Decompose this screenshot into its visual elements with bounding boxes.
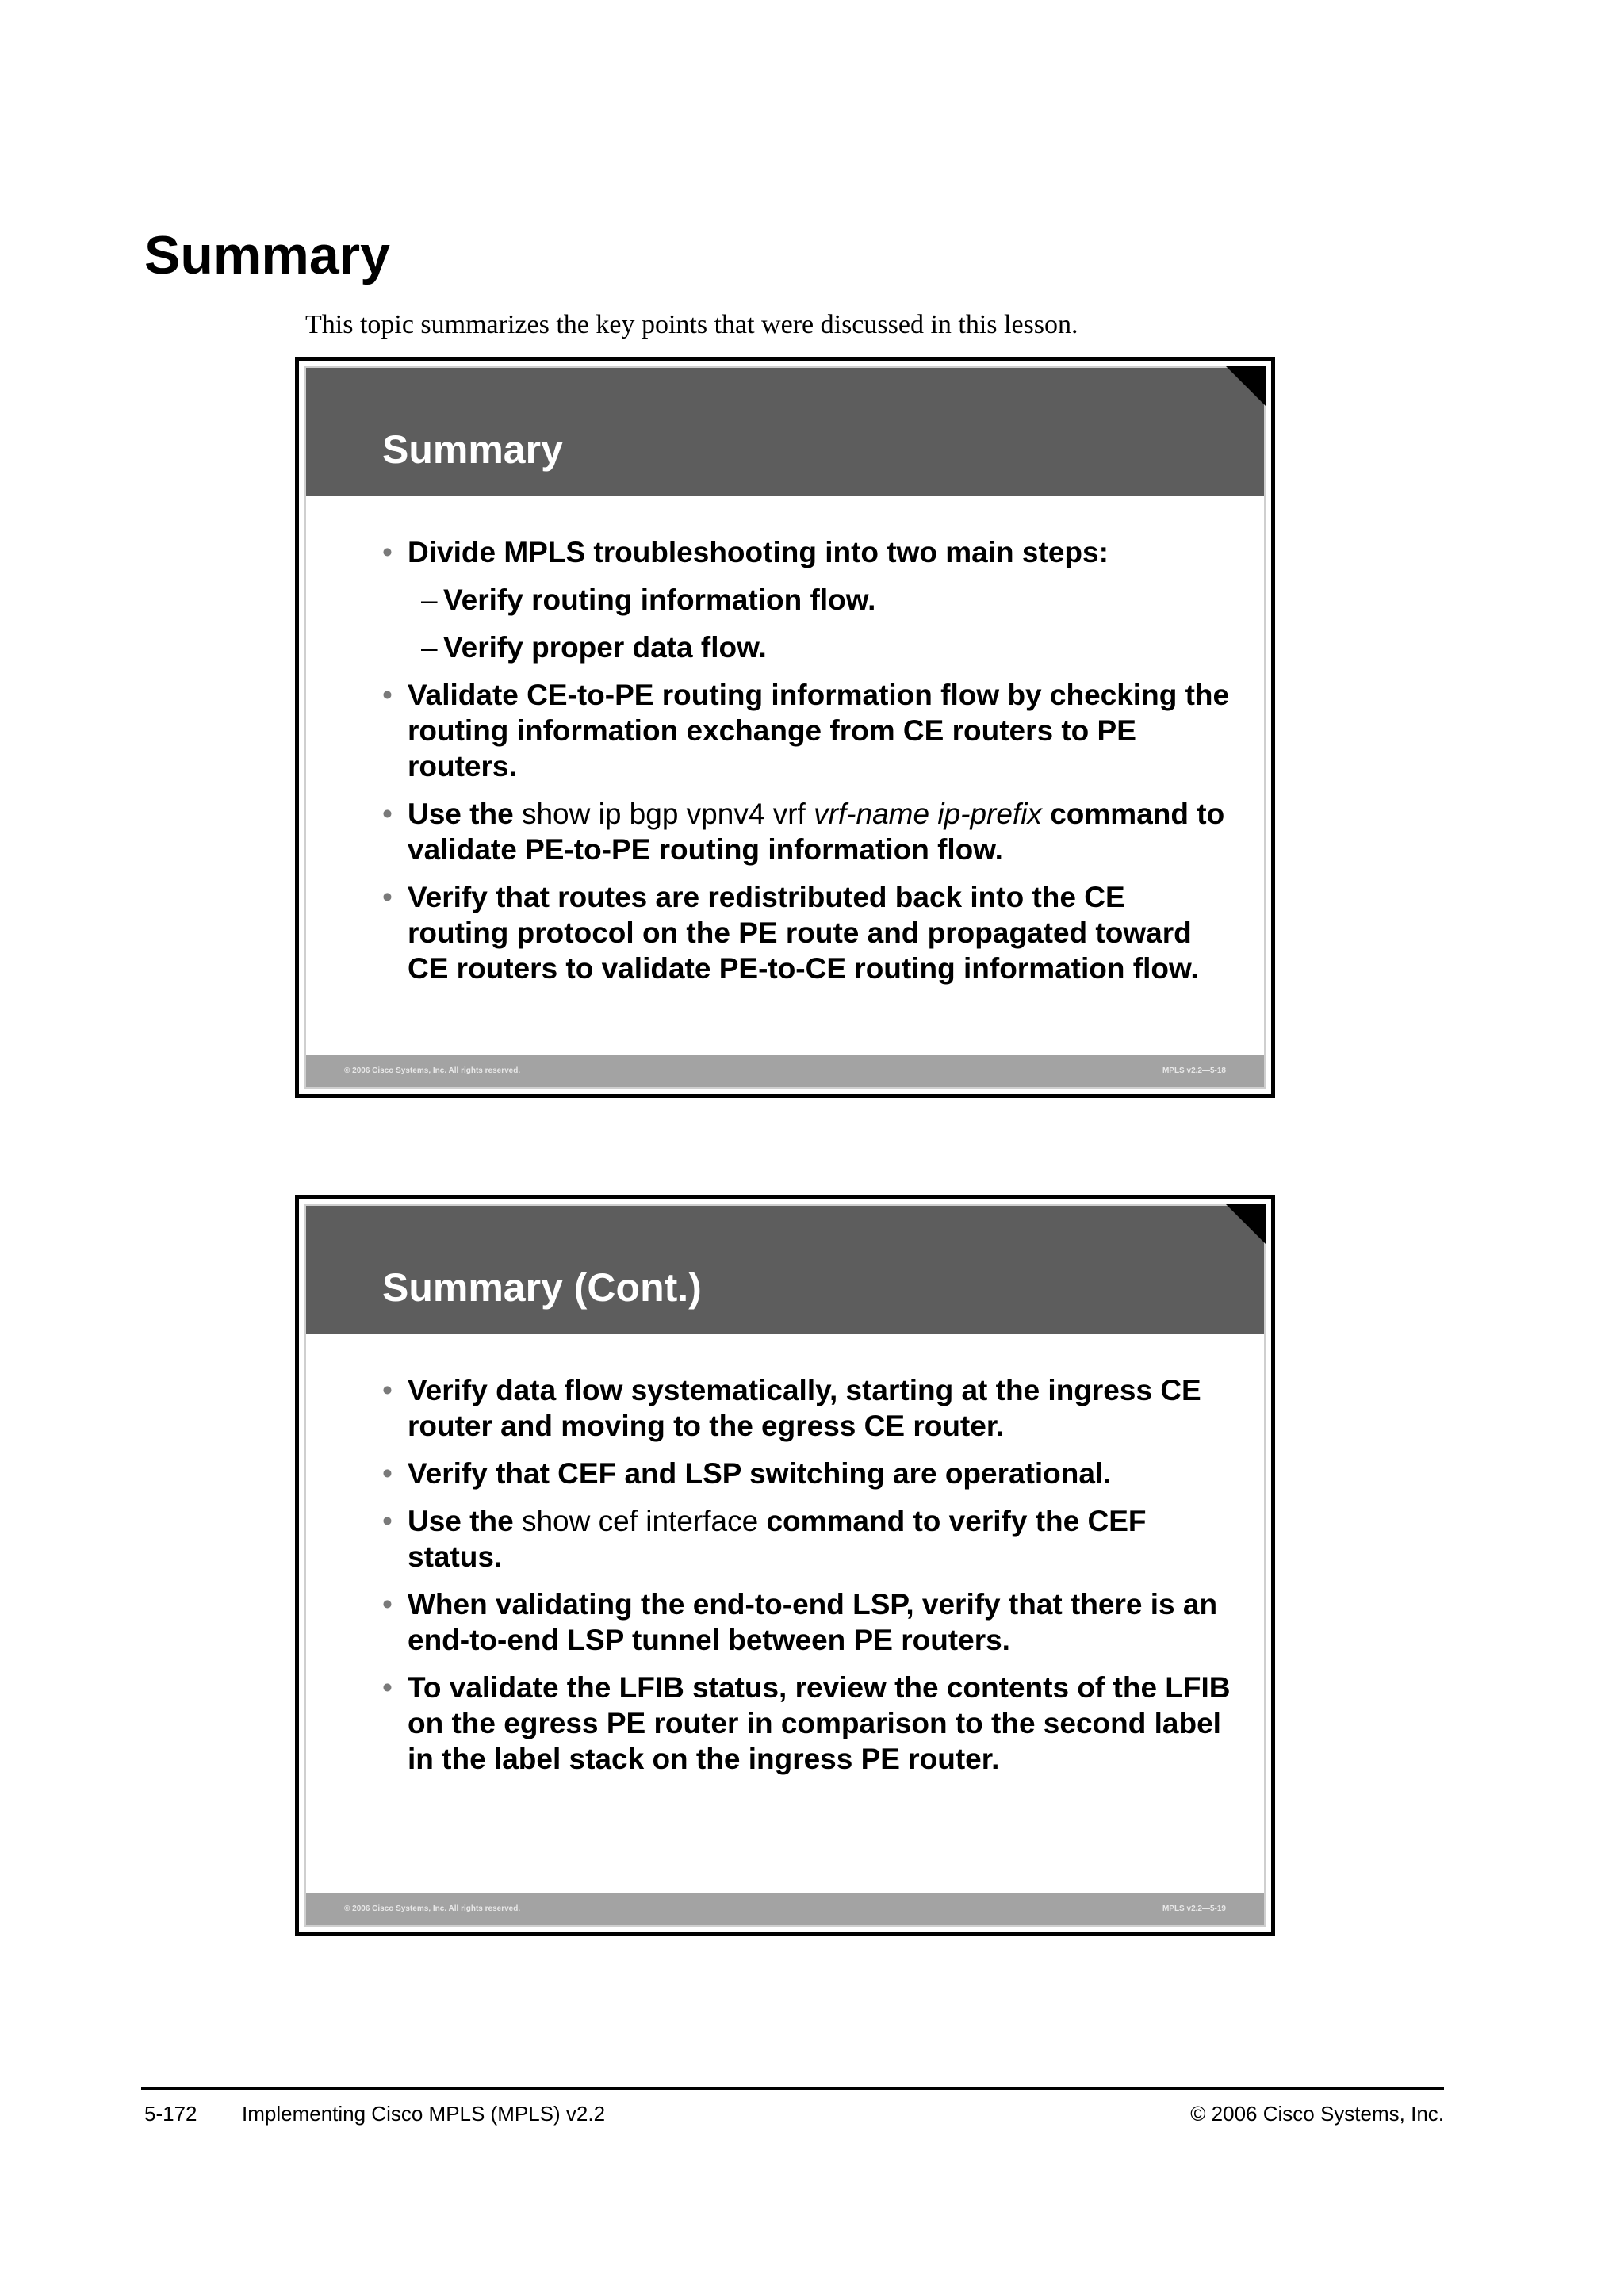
command-text: show cef interface — [521, 1505, 759, 1537]
footer-rule — [141, 2087, 1444, 2090]
corner-mark — [1226, 366, 1266, 406]
slide-copyright: © 2006 Cisco Systems, Inc. All rights reserved. — [344, 1066, 521, 1075]
slide-number: MPLS v2.2—5-19 — [1162, 1904, 1226, 1913]
page-number: 5-172 — [144, 2102, 197, 2126]
intro-text: This topic summarizes the key points that were discussed in this lesson. — [305, 310, 1078, 339]
slide-title: Summary (Cont.) — [382, 1265, 702, 1310]
page-title: Summary — [144, 225, 390, 285]
bullet-list — [382, 534, 1232, 998]
slide-header — [306, 368, 1264, 496]
bullet-item: • Validate CE-to-PE routing information flow by checking the routing information exchange from CE routers to PE routers. — [382, 677, 1232, 784]
sub-bullet-item: – Verify routing information flow. — [382, 582, 1232, 618]
bullet-item — [382, 796, 1232, 867]
bullet-item: • Divide MPLS troubleshooting into two main steps: — [382, 534, 1232, 570]
slide-header — [306, 1206, 1264, 1334]
sub-bullet-item: – Verify proper data flow. — [382, 629, 1232, 665]
bullet-item: • When validating the end-to-end LSP, verify that there is an end-to-end LSP tunnel between PE routers. — [382, 1586, 1232, 1658]
bullet-text: command to verify the CEF status. — [408, 1505, 1147, 1573]
slide-copyright: © 2006 Cisco Systems, Inc. All rights reserved. — [344, 1904, 521, 1913]
slide-footer — [306, 1055, 1264, 1087]
bullet-text: Use the — [408, 1505, 514, 1537]
slide-number: MPLS v2.2—5-18 — [1162, 1066, 1226, 1075]
command-args: vrf-name ip-prefix — [814, 798, 1042, 830]
book-title: Implementing Cisco MPLS (MPLS) v2.2 — [242, 2102, 606, 2126]
slide-frame — [304, 366, 1266, 1089]
command-text: show ip bgp vpnv4 vrf — [521, 798, 806, 830]
corner-mark — [1226, 1204, 1266, 1244]
slide-frame — [304, 1204, 1266, 1927]
bullet-item: • Verify that CEF and LSP switching are operational. — [382, 1456, 1232, 1491]
page-copyright: © 2006 Cisco Systems, Inc. — [1190, 2102, 1444, 2126]
slide-summary-cont — [295, 1195, 1275, 1936]
slide-title: Summary — [382, 427, 563, 472]
slide-footer — [306, 1893, 1264, 1925]
bullet-item: • To validate the LFIB status, review the contents of the LFIB on the egress PE router in comparison to the second label in the label stack on the ingress PE router. — [382, 1670, 1232, 1777]
bullet-item: • Verify that routes are redistributed back into the CE routing protocol on the PE route and propagated toward CE routers to validate PE-to-CE routing information flow. — [382, 879, 1232, 986]
bullet-list — [382, 1372, 1232, 1789]
bullet-text: command to validate PE-to-PE routing information flow. — [408, 798, 1225, 866]
bullet-item — [382, 1503, 1232, 1575]
bullet-item: • Verify data flow systematically, starting at the ingress CE router and moving to the egress CE router. — [382, 1372, 1232, 1444]
bullet-text: Use the — [408, 798, 514, 830]
slide-summary — [295, 357, 1275, 1098]
